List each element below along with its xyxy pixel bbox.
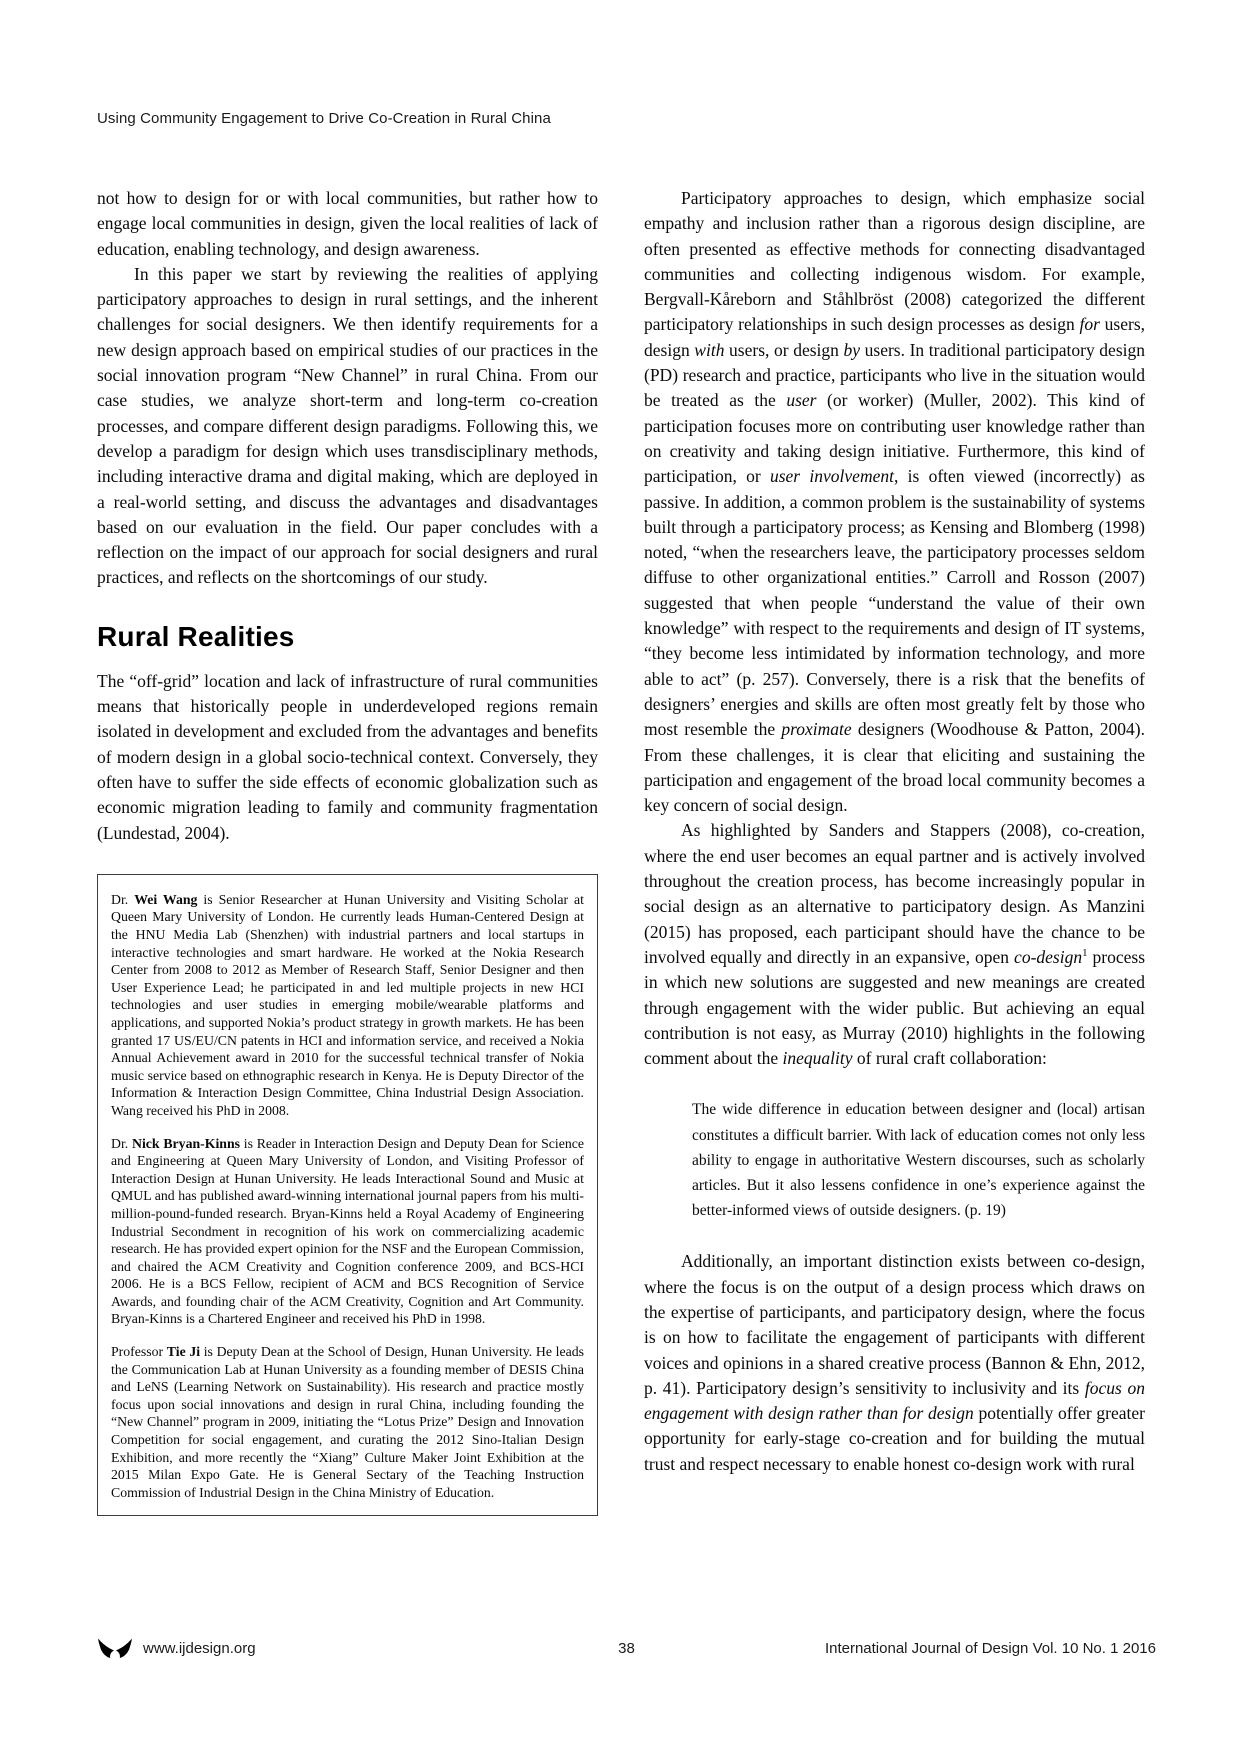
- footer-journal-info: International Journal of Design Vol. 10 No. 1 2016: [824, 1640, 1156, 1657]
- author-bio-box: [97, 874, 598, 1517]
- author-bio-nick-bryan-kinns: Dr. Nick Bryan-Kinns is Reader in Interaction Design and Deputy Dean for Science and Engineering at Queen Mary University of London, and Visiting Professor of Interaction Design at Hunan University. He leads Interactional Sound and Music at QMUL and has published award-winning international journal papers from his multi-million-pound-funded research. Bryan-Kinns held a Royal Academy of Engineering Industrial Secondment in recognition of his work on commercializing academic research. He has provided expert opinion for the NSF and the European Commission, and chaired the ACM Creativity and Cognition conference 2009, and BCS-HCI 2006. He is a BCS Fellow, recipient of ACM and BCS Recognition of Service Awards, and founding chair of the ACM Creativity, Cognition and Art Community. Bryan-Kinns is a Chartered Engineer and received his PhD in 1998.: [111, 1135, 584, 1327]
- butterfly-logo-icon: [97, 1638, 133, 1659]
- footer-site-url: www.ijdesign.org: [143, 1640, 256, 1657]
- author-bio-tie-ji: Professor Tie Ji is Deputy Dean at the School of Design, Hunan University. He leads the Communication Lab at Hunan University as a founding member of DESIS China and LeNS (Learning Network on Sustainability). His research and practice mostly focus upon social innovations and design in rural China, including founding the “New Channel” program in 2009, initiating the “Lotus Prize” Design and Innovation Competition for social engagement, and curating the 2012 Sino-Italian Design Exhibition, and more recently the “Xiang” Culture Maker Joint Exhibition at the 2015 Milan Expo Gate. He is General Sectary of the Teaching Instruction Commission of Industrial Design in the China Ministry of Education.: [111, 1344, 584, 1500]
- paragraph: not how to design for or with local communities, but rather how to engage local communities in design, given the local realities of lack of education, enabling technology, and design awareness.: [97, 188, 598, 259]
- footer-left: [97, 1638, 618, 1659]
- left-column: [97, 186, 598, 1516]
- right-column: [644, 186, 1145, 1516]
- paragraph: The “off-grid” location and lack of infrastructure of rural communities means that historically people in underdeveloped regions remain isolated in development and excluded from the advantages and benefits of modern design in a global socio-technical context. Conversely, they often have to suffer the side effects of economic globalization such as economic migration leading to family and community fragmentation (Lundestad, 2004).: [97, 670, 598, 843]
- running-header: Using Community Engagement to Drive Co-Creation in Rural China: [97, 110, 551, 127]
- paragraph: In this paper we start by reviewing the realities of applying participatory approaches to design in rural settings, and the inherent challenges for social designers. We then identify requirements for a new design approach based on empirical studies of our practices in the social innovation program “New Channel” in rural China. From our case studies, we analyze short-term and long-term co-creation processes, and compare different design paradigms. Following this, we develop a paradigm for design which uses transdisciplinary methods, including interactive drama and digital making, which are deployed in a real-world setting, and discuss the advantages and disadvantages based on our evaluation in the field. Our paper concludes with a reflection on the impact of our approach for social designers and rural practices, and reflects on the shortcomings of our study.: [97, 263, 598, 588]
- page-number: 38: [618, 1640, 635, 1657]
- paragraph: Participatory approaches to design, which emphasize social empathy and inclusion rather than a rigorous design discipline, are often presented as effective methods for connecting disadvantaged communities and collecting indigenous wisdom. For example, Bergvall-Kåreborn and Ståhlbröst (2008) categorized the different participatory relationships in such design processes as design for users, design with users, or design by users. In traditional participatory design (PD) research and practice, participants who live in the situation would be treated as the user (or worker) (Muller, 2002). This kind of participation focuses more on contributing user knowledge rather than on creativity and taking design initiative. Furthermore, this kind of participation, or user involvement, is often viewed (incorrectly) as passive. In addition, a common problem is the sustainability of systems built through a participatory process; as Kensing and Blomberg (1998) noted, “when the researchers leave, the participatory processes seldom diffuse to other organizational entities.” Carroll and Rosson (2007) suggested that when people “understand the value of their own knowledge” with respect to the requirements and design of IT systems, “they become less intimidated by information technology, and more able to act” (p. 257). Conversely, there is a risk that the benefits of designers’ energies and skills are often most greatly felt by those who most resemble the proximate designers (Woodhouse & Patton, 2004). From these challenges, it is clear that eliciting and sustaining the participation and engagement of the broad local community becomes a key concern of social design.: [644, 188, 1146, 816]
- page-footer: [97, 1638, 1156, 1659]
- paragraph: As highlighted by Sanders and Stappers (2008), co-creation, where the end user becomes an equal partner and is actively involved throughout the creation process, has become increasingly popular in social design as an alternative to participatory design. As Manzini (2015) has proposed, each participant should have the chance to be involved equally and directly in an expansive, open co-design$^1$ process in which new solutions are suggested and new meanings are created through engagement with the wider public. But achieving an equal contribution is not easy, as Murray (2010) highlights in the following comment about the inequality of rural craft collaboration:: [644, 820, 1146, 1069]
- author-bio-wei-wang: Dr. Wei Wang is Senior Researcher at Hunan University and Visiting Scholar at Queen Mary University of London. He currently leads Human-Centered Design at the HNU Media Lab (Shenzhen) with industrial partners and local startups in interactive technologies and smart hardware. He worked at the Nokia Research Center from 2008 to 2012 as Member of Research Staff, Senior Designer and then User Experience Lead; he participated in and led multiple projects in new HCI technologies and user studies in emerging mobile/wearable platforms and applications, and supported Nokia’s product strategy in growth markets. He has been granted 17 US/EU/CN patents in HCI and information service, and received a Nokia Annual Achievement award in 2010 for the successful technical transfer of Nokia music service based on ethnographic research in Kenya. He is Deputy Director of the Information & Interaction Design Committee, China Industrial Design Association. Wang received his PhD in 2008.: [111, 891, 584, 1118]
- section-heading-rural-realities: Rural Realities: [97, 620, 295, 652]
- two-column-body: [97, 186, 1145, 1516]
- paragraph: Additionally, an important distinction exists between co-design, where the focus is on the output of a design process which draws on the expertise of participants, and participatory design, where the focus is on how to facilitate the engagement of participants with different voices and opinions in a shared creative process (Bannon & Ehn, 2012, p. 41). Participatory design’s sensitivity to inclusivity and its focus on engagement with design rather than for design potentially offer greater opportunity for early-stage co-creation and for building the mutual trust and respect necessary to enable honest co-design work with rural: [644, 1251, 1145, 1474]
- block-quote: The wide difference in education between designer and (local) artisan constitutes a difficult barrier. With lack of education comes not only less ability to engage in authoritative Western discourses, such as scholarly articles. But it also lessens confidence in one’s experience against the better-informed views of outside designers. (p. 19): [692, 1101, 1145, 1220]
